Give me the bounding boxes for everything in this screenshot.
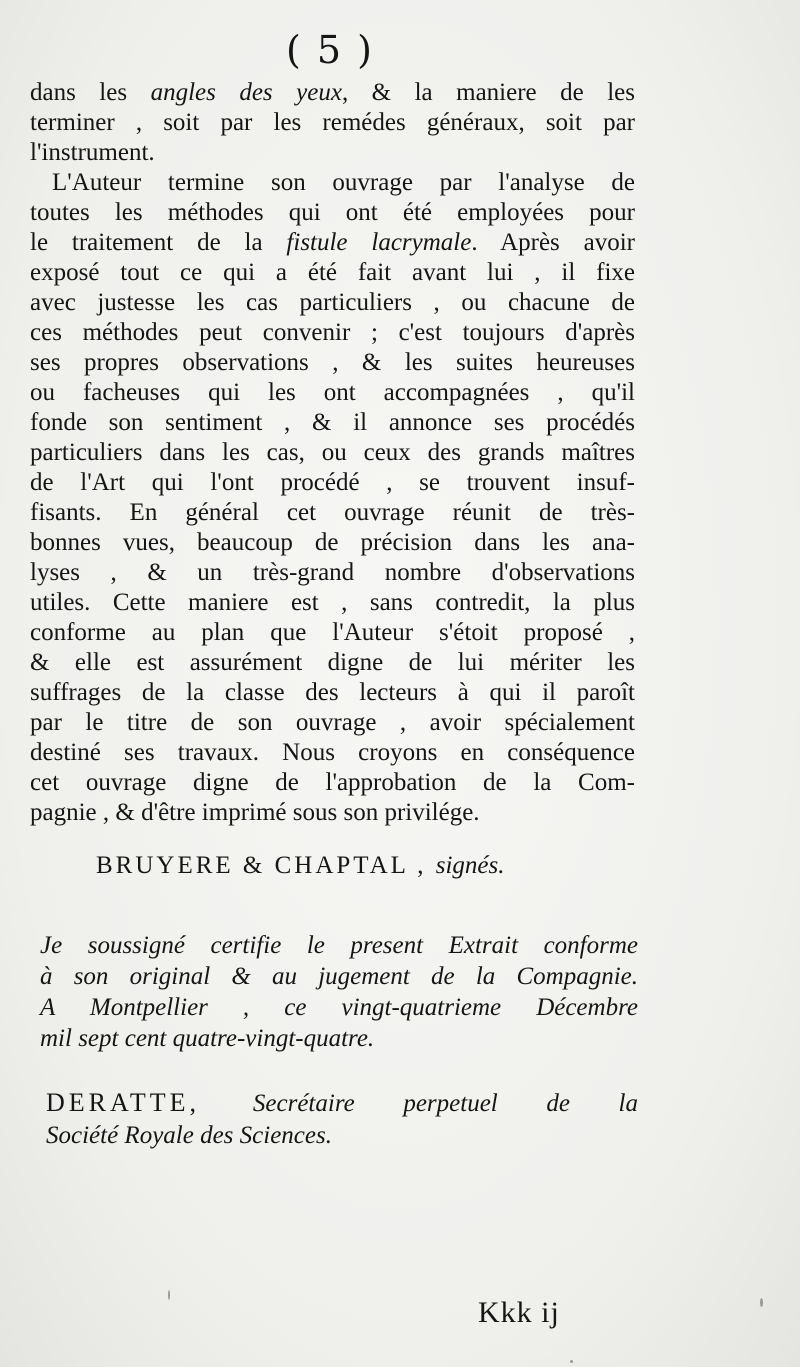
text-run: , & la maniere de les — [341, 79, 635, 106]
text-line: Je soussigné certifie le present Extrait conforme — [40, 932, 638, 959]
text-line: lyses , & un très-grand nombre d'observations — [30, 559, 635, 586]
text-line: conforme au plan que l'Auteur s'étoit proposé , — [30, 619, 635, 646]
paper-speck — [168, 1290, 170, 1300]
text-line: pagnie , & d'être imprimé sous son privilége. — [30, 799, 480, 826]
text-line: L'Auteur termine son ouvrage par l'analyse de — [52, 169, 635, 196]
text-line — [30, 78, 635, 108]
text-line: l'instrument. — [30, 139, 155, 166]
text-line: A Montpellier , ce vingt-quatrieme Décembre — [40, 994, 638, 1021]
certification-statement — [40, 930, 638, 1054]
italic-phrase: fistule lacrymale — [286, 229, 472, 256]
text-run: . Après avoir — [471, 229, 635, 256]
signed-note: signés. — [435, 852, 505, 879]
text-line — [46, 1087, 638, 1120]
paper-speck — [760, 1298, 763, 1307]
secretary-name: DERATTE, — [46, 1088, 253, 1117]
text-line: cet ouvrage digne de l'approbation de la Com- — [30, 769, 635, 796]
signatory-names: BRUYERE & CHAPTAL , — [96, 852, 436, 879]
text-line: toutes les méthodes qui ont été employées pour — [30, 199, 635, 226]
text-line: à son original & au jugement de la Compagnie. — [40, 963, 638, 990]
paper-speck — [570, 1360, 573, 1363]
signature-mark: Kkk ij — [478, 1296, 560, 1329]
text-line: & elle est assurément digne de lui mériter les — [30, 649, 635, 676]
italic-phrase: angles des yeux — [150, 79, 342, 106]
text-line — [30, 228, 635, 258]
text-line: de l'Art qui l'ont procédé , se trouvent insuf- — [30, 469, 635, 496]
text-line: fisants. En général cet ouvrage réunit de très- — [30, 499, 635, 526]
text-line: Société Royale des Sciences. — [46, 1122, 332, 1149]
report-text — [30, 78, 635, 828]
text-line: avec justesse les cas particuliers , ou chacune de — [30, 289, 635, 316]
text-line: ou facheuses qui les ont accompagnées , qu'il — [30, 379, 635, 406]
text-line: utiles. Cette maniere est , sans contredit, la plus — [30, 589, 635, 616]
text-line: bonnes vues, beaucoup de précision dans les ana- — [30, 529, 635, 556]
secretary-signature — [46, 1087, 638, 1152]
text-run: le traitement de la — [30, 229, 287, 256]
text-run: dans les — [30, 79, 151, 106]
signatories — [96, 852, 626, 880]
text-line: ses propres observations , & les suites heureuses — [30, 349, 635, 376]
secretary-title: Secrétaire perpetuel de la — [252, 1090, 638, 1117]
text-line: par le titre de son ouvrage , avoir spécialement — [30, 709, 635, 736]
page-number: ( 5 ) — [286, 28, 374, 72]
text-line: exposé tout ce qui a été fait avant lui , il fixe — [30, 259, 635, 286]
text-line: terminer , soit par les remédes généraux, soit par — [30, 109, 635, 136]
text-line: ces méthodes peut convenir ; c'est toujours d'après — [30, 319, 635, 346]
text-line: particuliers dans les cas, ou ceux des grands maîtres — [30, 439, 635, 466]
text-line: mil sept cent quatre-vingt-quatre. — [40, 1025, 375, 1052]
text-line: fonde son sentiment , & il annonce ses procédés — [30, 409, 635, 436]
text-line: destiné ses travaux. Nous croyons en conséquence — [30, 739, 635, 766]
text-line: suffrages de la classe des lecteurs à qui il paroît — [30, 679, 635, 706]
